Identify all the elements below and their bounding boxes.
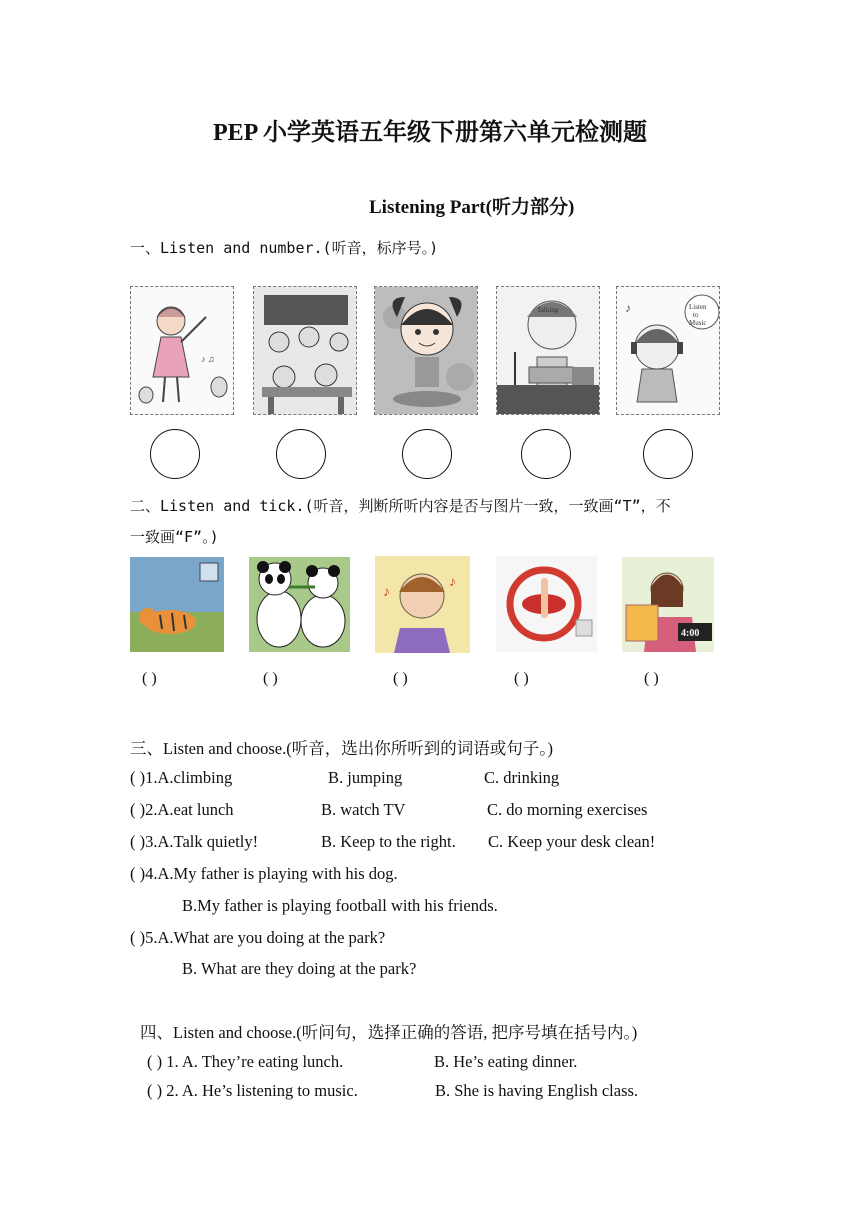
tiger-running-icon [130, 557, 224, 652]
q3-1-option-b: B. jumping [328, 768, 403, 787]
section1-heading: 一、Listen and number.(听音，标序号。) [130, 239, 439, 257]
girl-exercising-with-animals-icon [131, 287, 234, 415]
answer-circle-3[interactable] [402, 429, 452, 479]
tick-paren-5[interactable]: ( ) [644, 670, 659, 687]
q3-1-option-a: ( )1.A.climbing [130, 768, 233, 787]
section2-heading-line2: 一致画“F”。) [130, 528, 219, 546]
q3-2-option-b: B. watch TV [321, 800, 406, 819]
clock-time: 4:00 [681, 628, 700, 639]
girl-listening-to-music-icon [617, 287, 720, 415]
q4-2-option-b: B. She is having English class. [435, 1081, 639, 1100]
svg-text:♪: ♪ [625, 301, 631, 315]
q3-3-option-c: C. Keep your desk clean! [488, 832, 656, 851]
picture-4 [496, 286, 600, 415]
boy-singing-icon [375, 556, 470, 653]
page-title: PEP 小学英语五年级下册第六单元检测题 [212, 120, 647, 146]
answer-circle-1[interactable] [150, 429, 200, 479]
girl-reading-at-desk-icon [497, 287, 600, 415]
girl-eating-icon [375, 287, 478, 415]
q3-4-option-a: ( )4.A.My father is playing with his dog. [130, 864, 398, 883]
answer-circle-4[interactable] [521, 429, 571, 479]
picture-5 [616, 286, 720, 415]
girl-reading-clock-icon [622, 557, 714, 652]
picture-2 [253, 286, 357, 415]
answer-circle-2[interactable] [276, 429, 326, 479]
svg-text:Music: Music [689, 319, 707, 327]
picture-quiet-sign [496, 556, 597, 652]
q3-2-option-c: C. do morning exercises [487, 800, 648, 819]
q3-3-option-a: ( )3.A.Talk quietly! [130, 832, 259, 851]
q4-1-option-b: B. He’s eating dinner. [434, 1052, 578, 1071]
svg-text:♪ ♫: ♪ ♫ [201, 354, 215, 364]
answer-circle-5[interactable] [643, 429, 693, 479]
q4-1-option-a: ( ) 1. A. They’re eating lunch. [147, 1052, 344, 1071]
picture-tiger [130, 557, 224, 652]
svg-text:♪: ♪ [449, 575, 456, 590]
svg-text:Listen: Listen [689, 303, 707, 311]
q3-4-option-b: B.My father is playing football with his friends. [182, 896, 498, 915]
q3-1-option-c: C. drinking [484, 768, 560, 787]
q3-2-option-a: ( )2.A.eat lunch [130, 800, 234, 819]
svg-text:to: to [693, 311, 699, 319]
picture-singing [375, 556, 470, 653]
q3-5-option-a: ( )5.A.What are you doing at the park? [130, 928, 386, 947]
section-subtitle: Listening Part(听力部分) [369, 197, 575, 218]
tick-paren-3[interactable]: ( ) [393, 670, 408, 687]
children-in-classroom-icon [254, 287, 357, 415]
tick-paren-2[interactable]: ( ) [263, 670, 278, 687]
tick-paren-4[interactable]: ( ) [514, 670, 529, 687]
picture-1 [130, 286, 234, 415]
svg-text:♪: ♪ [383, 585, 390, 600]
q4-2-option-a: ( ) 2. A. He’s listening to music. [147, 1081, 358, 1100]
q3-3-option-b: B. Keep to the right. [321, 832, 456, 851]
section2-heading-line1: 二、Listen and tick.(听音，判断所听内容是否与图片一致，一致画“T”，不 [130, 497, 671, 515]
svg-text:Talking: Talking [537, 306, 559, 314]
keep-quiet-sign-icon [496, 556, 597, 652]
picture-3 [374, 286, 478, 415]
q3-5-option-b: B. What are they doing at the park? [182, 959, 417, 978]
pandas-eating-bamboo-icon [249, 557, 350, 652]
section3-heading: 三、Listen and choose.(听音，选出你所听到的词语或句子。) [130, 739, 553, 758]
picture-girl-reading [622, 557, 714, 652]
section4-heading: 四、Listen and choose.(听问句，选择正确的答语, 把序号填在括号内。) [140, 1023, 638, 1042]
tick-paren-1[interactable]: ( ) [142, 670, 157, 687]
picture-pandas [249, 557, 350, 652]
